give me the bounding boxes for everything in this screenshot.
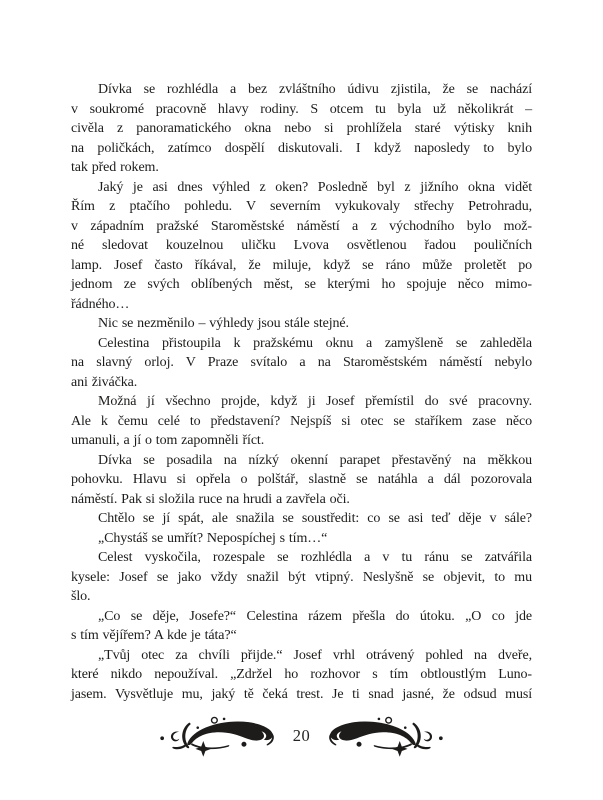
text-line: na poličkách, zatímco dospělí diskutovali. I když naposledy to bylo bbox=[71, 140, 532, 156]
text-line: Celestina přistoupila k pražskému oknu a zamyšleně se zahleděla bbox=[98, 335, 532, 351]
paragraph bbox=[71, 334, 532, 393]
text-line: „Tvůj otec za chvíli přijde.“ Josef vrhl otrávený pohled na dveře, bbox=[98, 647, 532, 663]
text-line: umanuli, a jí o tom zapomněli říct. bbox=[71, 433, 265, 448]
text-line: Chtělo se jí spát, ale snažila se soustředit: co se asi teď děje v sále? bbox=[98, 511, 532, 526]
text-line: civěla z panoramatického okna nebo si prohlížela staré výtisky knih bbox=[71, 121, 532, 136]
text-line: „Chystáš se umřít? Nepospíchej s tím…“ bbox=[98, 530, 328, 546]
text-line: ani živáčka. bbox=[71, 374, 138, 390]
paragraph bbox=[71, 548, 532, 607]
text-line: lamp. Josef často říkával, že miluje, když se ráno může proletět po bbox=[71, 257, 532, 273]
text-line: Ale k čemu celé to představení? Nejspíš si otec se staříkem zase něco bbox=[71, 413, 532, 429]
paragraph bbox=[71, 178, 532, 315]
paragraph bbox=[71, 607, 532, 646]
flourish-left-icon bbox=[158, 714, 280, 757]
text-line: Dívka se posadila na nízký okenní parapet přestavěný na měkkou bbox=[98, 452, 532, 468]
text-line: Celest vyskočila, rozespale se rozhlédla a v tu ránu se zatvářila bbox=[98, 550, 532, 565]
paragraph bbox=[71, 451, 532, 510]
text-line: v západním pražské Staroměstské náměstí a z východního bylo mož- bbox=[71, 218, 532, 234]
paragraph bbox=[71, 529, 532, 549]
text-line: s tím vějířem? A kde je táta?“ bbox=[71, 628, 237, 643]
paragraph bbox=[71, 80, 532, 178]
text-line: jasem. Vysvětluje mu, jaký tě čeká trest. Je ti snad jasné, že odsud musí bbox=[71, 686, 532, 702]
text-line: Řím z ptačího pohledu. V severním vykukovaly střechy Petrohradu, bbox=[71, 199, 532, 214]
text-line: Nic se nezměnilo – výhledy jsou stále stejné. bbox=[98, 316, 349, 331]
text-line: Možná jí všechno projde, když ji Josef přemístil do své pracovny. bbox=[98, 394, 532, 409]
paragraph bbox=[71, 392, 532, 451]
text-line: Jaký je asi dnes výhled z oken? Posledně byl z jižního okna vidět bbox=[98, 179, 532, 195]
text-line: tak před rokem. bbox=[71, 160, 159, 175]
paragraph bbox=[71, 314, 532, 334]
text-line: v soukromé pracovně hlavy rodiny. S otcem tu byla už několikrát – bbox=[71, 101, 532, 117]
page-number: 20 bbox=[292, 726, 311, 745]
text-line: pohovku. Hlavu si opřela o polštář, slastně se natáhla a dál pozorovala bbox=[71, 472, 532, 487]
text-line: „Co se děje, Josefe?“ Celestina rázem přešla do útoku. „O co jde bbox=[98, 608, 532, 624]
text-line: né sledovat kouzelnou uličku Lvova osvětlenou řadou pouličních bbox=[71, 238, 532, 253]
text-line: řádného… bbox=[71, 296, 130, 312]
text-line: náměstí. Pak si složila ruce na hrudi a zavřela oči. bbox=[71, 491, 350, 507]
text-line: šlo. bbox=[71, 589, 91, 604]
text-line: kysele: Josef se jako vždy snažil být vtipný. Neslyšně se objevit, to mu bbox=[71, 569, 532, 585]
text-block bbox=[71, 80, 532, 704]
page-footer bbox=[0, 710, 603, 760]
text-line: jednom ze svých oblíbených měst, se kterými ho spojuje něco mimo- bbox=[71, 277, 532, 292]
flourish-right-icon bbox=[323, 714, 445, 757]
text-line: Dívka se rozhlédla a bez zvláštního údivu zjistila, že se nachází bbox=[98, 82, 532, 97]
text-line: na slavný orloj. V Praze svítalo a na Staroměstském náměstí nebylo bbox=[71, 355, 532, 370]
paragraph bbox=[71, 509, 532, 529]
text-line: které nikdo nepoužíval. „Zdržel ho rozhovor s tím obtloustlým Luno- bbox=[71, 667, 532, 682]
paragraph bbox=[71, 646, 532, 705]
